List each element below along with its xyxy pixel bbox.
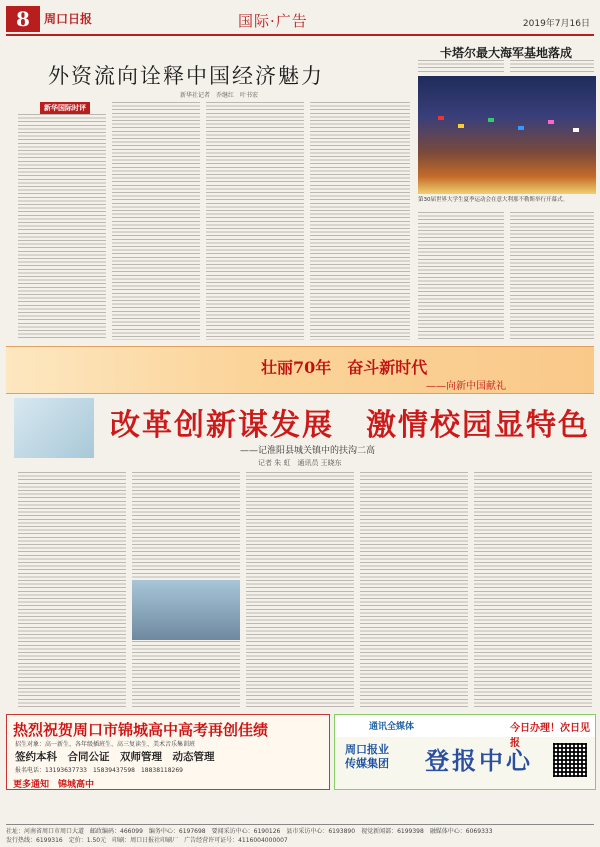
masthead — [6, 4, 594, 36]
article-subhead: 新华国际时评 — [40, 102, 90, 114]
article-body-text — [246, 472, 354, 708]
ad-top-text: 通讯全媒体 — [369, 722, 415, 732]
banner-title: 壮丽70年 奋斗新时代 — [261, 358, 428, 377]
article-body-text — [510, 212, 594, 340]
ad-brand: 登报中心 — [425, 746, 533, 775]
ad-logo-line1: 周口报业 — [345, 743, 389, 756]
photo-caption: 第30届世界大学生夏季运动会在意大利那不勒斯举行开幕式。 — [418, 197, 569, 203]
ad-logo — [345, 743, 389, 771]
article-body-text — [474, 472, 592, 708]
school-photo — [132, 580, 240, 640]
ad-headline: 热烈祝贺周口市锦城高中高考再创佳绩 — [13, 721, 269, 739]
ad-notice: 更多通知 锦城高中 — [13, 780, 95, 790]
article-body-text — [418, 212, 504, 340]
footer-line: 发行热线：6199316 定价：1.50元 印刷：周口日报社印刷厂 广告经营许可证号：4116004000007 — [6, 837, 288, 844]
feature-subtitle: ——记淮阳县城关镇中的扶沟二高 — [240, 446, 376, 456]
issue-date: 2019年7月16日 — [522, 19, 590, 29]
page-number: 8 — [6, 6, 40, 32]
article-byline: 新华社记者 乔继红 叶书宏 — [180, 92, 259, 99]
news-photo — [418, 76, 596, 194]
feature-byline: 记者 朱 虹 通讯员 王晓东 — [258, 459, 342, 467]
feature-title: 改革创新谋发展 激情校园显特色 — [110, 408, 590, 443]
ad-phone: 报名电话：13193637733 15839437598 18838118269 — [15, 767, 183, 774]
page-footer — [6, 824, 594, 845]
notice-advertisement — [334, 714, 596, 790]
qr-code-icon — [553, 743, 587, 777]
banner-subtitle: ——向新中国献礼 — [426, 381, 506, 392]
graduation-cap-icon — [14, 398, 94, 458]
article-body-text — [206, 102, 304, 340]
ad-enrollment: 招生对象：高一新生、各年级插班生、高三复读生、美术音乐集训班 — [15, 741, 196, 748]
article-title: 外资流向诠释中国经济魅力 — [48, 64, 324, 88]
article-body-text — [360, 472, 468, 708]
ad-logo-line2: 传媒集团 — [345, 757, 389, 770]
article-body-text — [112, 102, 200, 340]
article-body-text — [18, 472, 126, 708]
article-body-text — [310, 102, 410, 340]
footer-line: 社址：河南省周口市周口大道 邮政编码：466099 编务中心：6197698 要闻采访中心：6190126 县市采访中心：6193890 视觉新闻部：6199398 融媒体中心：6069333 — [6, 828, 493, 835]
school-advertisement — [6, 714, 330, 790]
theme-banner — [6, 346, 594, 394]
article-body-text — [418, 60, 504, 74]
ad-features: 签约本科 合同公证 双师管理 动态管理 — [15, 751, 215, 763]
article-title: 卡塔尔最大海军基地落成 — [440, 46, 573, 60]
paper-name: 周口日报 — [44, 12, 93, 26]
article-body-text — [18, 114, 106, 340]
ad-slogan: 今日办理！次日见报 — [510, 723, 590, 749]
section-title: 国际·广告 — [238, 12, 308, 30]
article-body-text — [510, 60, 594, 74]
